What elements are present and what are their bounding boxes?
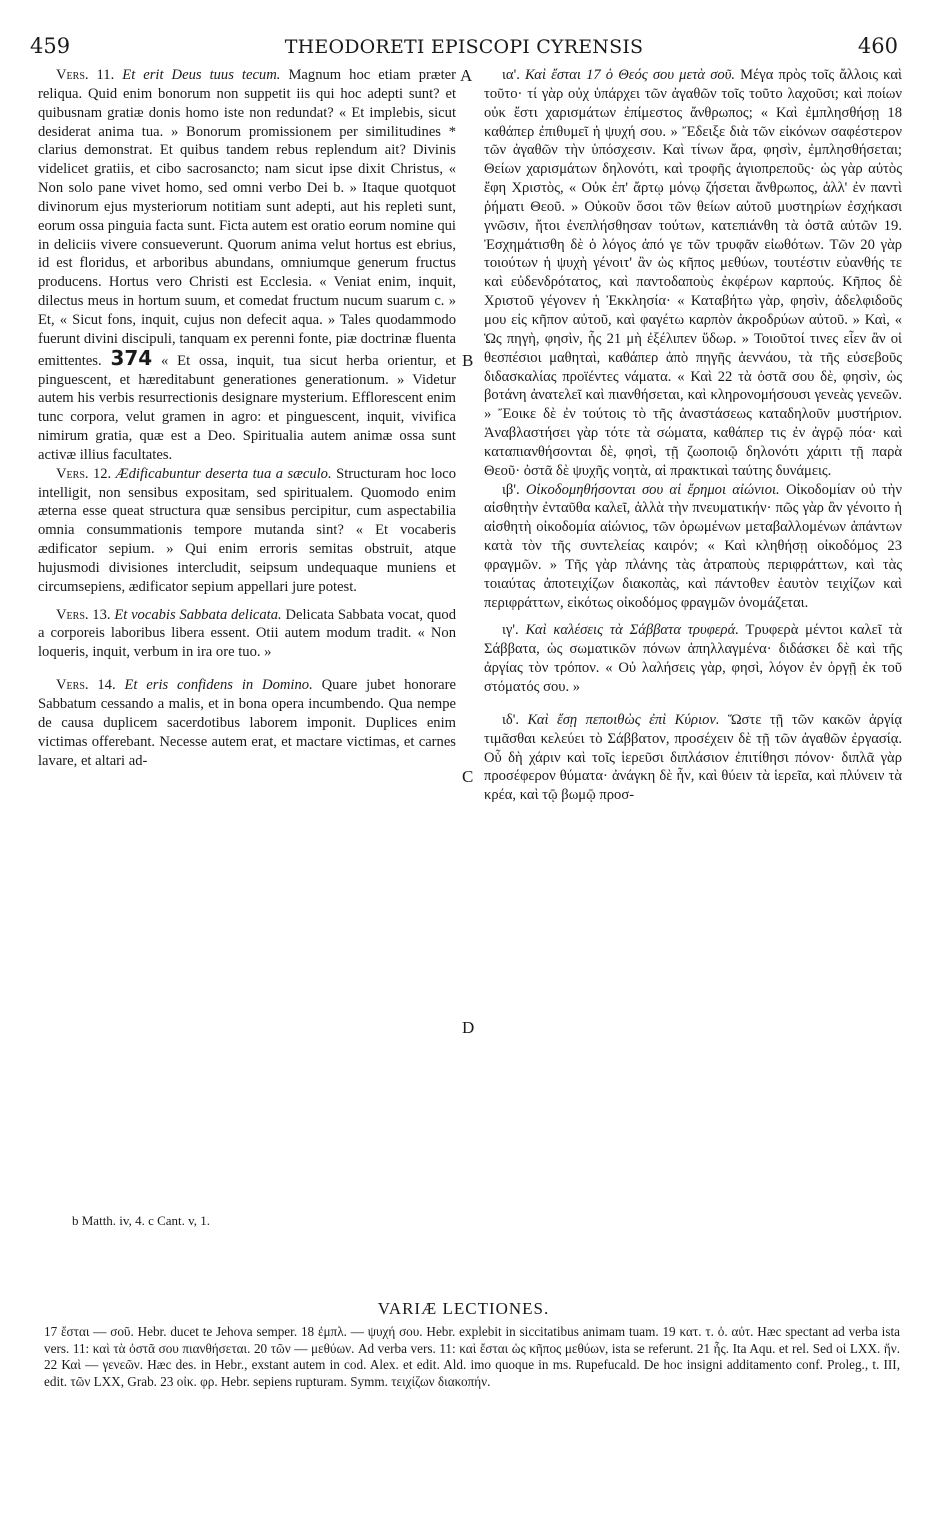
verse-title: Et erit Deus tuus tecum. [122,67,281,83]
verse-title: Et eris confidens in Domino. [124,677,313,694]
margin-letter-b: B [462,351,474,370]
verse-marker: Vers. 13. [56,606,111,623]
paragraph-text: Structuram hoc loco intelligit, non sensibus expositam, sed spiritualem. Quomodo enim æterna esse queat structura quæ sensibus percipitur, cum aspectabilia omnia consummationis tempore mutanda sint? « Et vocaberis ædificator sepium. » Qui enim erroris semitas obstruit, atque hujusmodi divisiones intercludit, seipsum undequaque muniens et circumsepiens, ædificator sepium appellari jure potest. [38,465,456,595]
verse-title: Οἰκοδομηθήσονται σου αἱ ἔρημοι αἰώνιοι. [525,481,780,498]
margin-letter-c: C [462,767,474,786]
footnotes: b Matth. iv, 4. c Cant. v, 1. [72,1213,211,1228]
paragraph-text: « Et ossa, inquit, tua sicut herba orientur, et pinguescent, et hæreditabunt generationes generationum. » Videtur autem his verbis resurrectionis designare mysterium. Efflorescent enim tunc corpora, velut gramen in agro: et pinguescent, inquit, vivifica nimirum gratia, quæ est a Deo. Spiritualia autem animæ ossa sunt activæ illius facultates. [38,352,456,463]
page-header [30,34,898,60]
verse-marker: ιγ'. [502,622,519,639]
verse-marker: ιβ'. [502,481,520,498]
page-number-right: 460 [857,34,898,58]
running-title: THEODORETI EPISCOPI CYRENSIS [284,36,644,58]
paragraph-text: Μέγα πρὸς τοῖς ἄλλοις καὶ τοῦτο· τί γὰρ οὐχ ὑπάρχει τῶν ἀγαθῶν τοῖς τοῦτο λαχοῦσι; καὶ ποίων οὐκ ἔστι χαρισμάτων ἐπίμεστος ἄνθρωπος; « Καὶ ἐμπλησθήσῃ 18 καθάπερ ἐπιθυμεῖ ἡ ψυχή σου. » Ἔδειξε διὰ τῶν εἰκόνων σαφέστερον τῶν ἀγαθῶν τὴν ὑπόσχεσιν. Καὶ τίνων ἄρα, φησὶν, ἐμπλησθήσεται; Θείων χαρισμάτων δηλονότι, καὶ τροφῆς ἁγιοπρεποῦς· ὡς γὰρ αὐτὸς ἔφη Χριστὸς, « Οὐκ ἐπ' ἄρτῳ μόνῳ ζήσεται ἄνθρωπος, ἀλλ' ἐν παντὶ ῥήματι Θεοῦ. » Οὐκοῦν ὅσοι τῶν θείων αὐτοῦ μυστηρίων ἐσχήκασι γνῶσιν, ἤτοι ἐνεπλήσθησαν τούτων, κατεπιάνθη τὰ ὀστᾶ αὐτῶν 19. Ἐσχημάτισθη δὲ ὁ λόγος ἀπό γε τῶν τρυφᾶν εἰωθότων. Τῶν 20 γὰρ τοιούτων ἡ ψυχὴ γένοιτ' ἂν ὡς κῆπος μεθύων, τουτέστιν εὐανθής τε καὶ εὐδενδρότατος, καὶ παντοδαποὺς ἐκφέρων καρπούς. Κῆπος δὲ Χριστοῦ γέγονεν ἡ Ἐκκλησία· « Καταβήτω γὰρ, φησὶν, ἀδελφιδοῦς μου εἰς κῆπον αὐτοῦ, καὶ φαγέτω καρπὸν ἀκροδρύων αὐτοῦ. » Καὶ, « Ὡς πηγὴ, φησὶν, ἧς 21 μὴ ἐξέλιπεν ὕδωρ. » Τοιοῦτοί τινες εἶεν ἂν οἱ θεσπέσιοι μαθηταὶ, καθάπερ ἀπὸ πηγῆς ἀεννάου, τὰ τῆς εὐσεβοῦς διδασκαλίας προϊέντες νάματα. « Καὶ 22 τὰ ὀστᾶ σου δὲ, φησὶν, ὡς βοτάνη ἀνατελεῖ καὶ πιανθήσεται, καὶ κληρονομήσουσι γενεὰς γενεῶν. » Ἔοικε δὲ ἐν τούτοις τὸ τῆς ἀναστάσεως καταδηλοῦν μυστήριον. Ἀναβλαστήσει γὰρ τότε τὰ σώματα, καθάπερ τις ἐν ἀγρῷ πόα· καὶ καταπιανθήσονται δὲ, φησὶ, τῇ ζωοποιῷ δηλονότι χάριτι τῇ παρὰ Θεοῦ· ὀστᾶ δὲ ψυχῆς νοητὰ, αἱ πρακτικαὶ ταύτης δυνάμεις. [484,67,902,479]
latin-paragraph-11 [38,66,456,465]
verse-marker: Vers. 14. [56,677,116,694]
greek-paragraph-14 [484,711,902,805]
paragraph-text: Delicata Sabbata vocat, quod a corporeis laboribus libera essent. Otii autem modum tradit. « Non loqueris, inquit, verbum in ira ore tuo. » [38,606,457,661]
verse-title: Καὶ ἔσται 17 ὁ Θεός σου μετὰ σοῦ. [524,67,736,83]
paragraph-text: Τρυφερὰ μέντοι καλεῖ τὰ Σάββατα, ὡς σωματικῶν πόνων ἀπηλλαγμένα· διδάσκει δὲ καὶ τῆς ἀργίας τὸν τρόπον. « Οὐ λαλήσεις γὰρ, φησὶ, λόγον ἐν ὀργῇ ἐκ τοῦ στόματός σου. » [484,622,902,695]
greek-paragraph-11 [484,66,902,481]
latin-paragraph-13 [38,606,456,663]
latin-paragraph-14 [38,676,456,770]
margin-letter-d: D [462,1018,475,1037]
column-number: 374 [110,345,153,370]
verse-marker: Vers. 11. [56,67,115,83]
verse-marker: ιδ'. [502,711,520,728]
variae-lectiones-heading: VARIÆ LECTIONES. [377,1299,550,1318]
verse-title: Καὶ ἔσῃ πεποιθὼς ἐπὶ Κύριον. [527,711,720,728]
latin-paragraph-12 [38,465,456,597]
verse-title: Καὶ καλέσεις τὰ Σάββατα τρυφερά. [525,622,739,639]
latin-column [38,66,456,770]
variae-lectiones [44,1324,900,1390]
verse-title: Ædificabuntur deserta tua a sæculo. [115,465,332,482]
verse-title: Et vocabis Sabbata delicata. [114,606,282,623]
paragraph-text: Magnum hoc etiam præter reliqua. Quid enim bonorum non suppetit iis qui hoc adepti sunt? et quibusnam gratiæ donis homo iste non redundat? « Et implebis, sicut desiderat anima tua. » Bonorum promissionem per similitudines * clarius demonstrat. Et quibus tandem rebus replendum ait? Divinis videlicet gratiis, et cibo sacrosancto; nam sicut ipse dixit Christus, « Non solo pane vivet homo, sed omni verbo Dei b. » Itaque quotquot divinorum ejus mysteriorum notitiam sunt adepti, aut his repleti sunt, eorum ossa pinguia facta sunt. Ficta autem est oratio eorum nomine qui in deliciis vivere consueverunt. Quorum anima velut hortus est ebrius, id est floridus, et arboribus abundans, omniumque generum fructus producens. Hortus vero Christi est Ecclesia. « Veniat enim, inquit, dilectus meus in hortum suum, et comedat fructum nucum suarum c. » Et, « Sicut fons, inquit, cujus non defecit aqua. » Tales quodammodo fuerunt divini discipuli, tanquam ex perenni fonte, piæ doctrinæ fluenta emittentes. [38,67,456,369]
paragraph-text: Ὥστε τῇ τῶν κακῶν ἀργίᾳ τιμᾶσθαι κελεύει τὸ Σάββατον, προσέχειν δὲ τῇ τῶν ἀγαθῶν ἐργασίᾳ. Οὗ δὴ χάριν καὶ τοῖς ἱερεῦσι διπλάσιον ἐπιτίθησι πόνον· διπλᾶ γὰρ προσέφερον θύματα· ἀνάγκη δὲ ἦν, καὶ θύειν τὰ ἱερεῖα, καὶ πλύνειν τὰ κρέα, καὶ τῷ βωμῷ προσ- [484,711,902,804]
page-number-left: 459 [30,34,71,58]
greek-paragraph-12 [484,481,902,613]
paragraph-text: Quare jubet honorare Sabbatum cessando a malis, et in bona opera incumbendo. Qua nempe de causa duplicem sacerdotibus laborem imponit. Duplices enim victimas offerebant. Necesse autem erat, et mactare victimas, et carnes lavare, et altari ad- [38,677,456,769]
variae-lectiones-text: 17 ἔσται — σοῦ. Hebr. ducet te Jehova semper. 18 ἐμπλ. — ψυχή σου. Hebr. explebit in siccitatibus animam tuam. 19 κατ. τ. ὀ. αὐτ. Hæc spectant ad verba ista vers. 11: καὶ τὰ ὀστᾶ σου πιανθήσεται. 20 τῶν — μεθύων. Ad verba vers. 11: καὶ ἔσται ὡς κῆπος μεθύων, ista se referunt. 21 ἧς. Ita Aqu. et rel. Sed οἱ LXX. ἥν. 22 Καὶ — γενεῶν. Hæc des. in Hebr., exstant autem in cod. Alex. et edit. Ald. imo quoque in ms. Rupefucald. De hoc insigni additamento conf. Proleg., t. III, edit. τῶν LXX, Grab. 23 οἰκ. φρ. Hebr. sepiens rupturam. Symm. τειχίζων διακοπήν. [44,1324,900,1389]
greek-paragraph-13 [484,621,902,696]
verse-marker: Vers. 12. [56,465,112,482]
margin-letter-a: A [460,66,473,85]
verse-marker: ια'. [502,67,520,83]
paragraph-text: Οἰκοδομίαν οὐ τὴν αἰσθητὴν ἐνταῦθα καλεῖ, ἀλλὰ τὴν πνευματικήν· πῶς γὰρ ἂν γένοιτο ἡ αἰσθητὴ οἰκοδομία αἰώνιος, τῶν ὁρωμένων μεταβαλλομένων ἁπάντων κατὰ τὸν τῆς συντελείας καιρόν; « Καὶ κληθήσῃ οἰκοδόμος 23 φραγμῶν. » Τῆς γὰρ πλάνης τὰς ἀτραποὺς περιφράττων, καὶ τὰς τοιαύτας ἀποτειχίζων διακοπὰς, καὶ πάντοθεν ἑαυτὸν τειχίζων καὶ περιφράττων, εἰκότως οἰκοδόμος φραγμῶν ὀνομάζεται. [484,481,903,611]
greek-column [484,66,902,805]
